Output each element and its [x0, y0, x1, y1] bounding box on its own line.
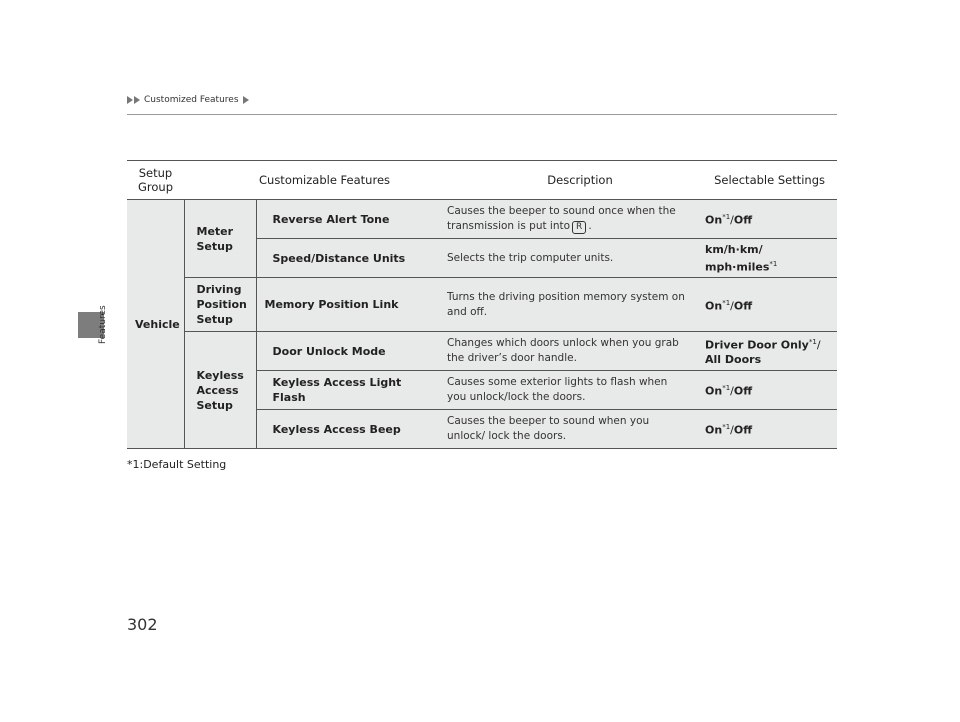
- reverse-gear-key-icon: R: [572, 221, 586, 234]
- default-marker: *1: [722, 423, 731, 432]
- setting-option: Driver Door Only: [705, 338, 809, 352]
- default-marker: *1: [722, 213, 731, 222]
- feature-speed-distance-units: Speed/Distance Units: [256, 239, 439, 278]
- page-number: 302: [127, 615, 158, 634]
- header-selectable-settings: Selectable Settings: [697, 161, 837, 200]
- setup-group-vehicle: Vehicle: [127, 200, 184, 449]
- setting-option: On: [705, 423, 723, 437]
- description-text: Turns the driving position memory system on and off.: [439, 278, 697, 332]
- default-marker: *1: [722, 298, 731, 307]
- breadcrumb-arrow-icon: [127, 96, 133, 104]
- customizable-features-table: [127, 160, 837, 449]
- default-marker: *1: [808, 337, 817, 346]
- default-marker: *1: [722, 384, 731, 393]
- setting-separator: /: [730, 213, 734, 227]
- header-setup-group: Setup Group: [127, 161, 184, 200]
- subgroup-driving-position-setup: Driving Position Setup: [184, 278, 256, 332]
- breadcrumb: [127, 95, 249, 105]
- table-row: [127, 332, 837, 371]
- setting-cell: [697, 200, 837, 239]
- description-text: Changes which doors unlock when you grab the driver’s door handle.: [439, 332, 697, 371]
- default-marker: *1: [769, 259, 778, 268]
- breadcrumb-arrow-icon: [134, 96, 140, 104]
- description-text: Causes some exterior lights to flash when you unlock/lock the doors.: [439, 371, 697, 410]
- feature-door-unlock-mode: Door Unlock Mode: [256, 332, 439, 371]
- setting-option: On: [705, 384, 723, 398]
- section-tab-label: Features: [98, 305, 108, 344]
- setting-separator: /: [816, 338, 821, 352]
- setting-option: Off: [733, 384, 753, 398]
- setting-option: Off: [733, 213, 753, 227]
- setting-option: All Doors: [705, 353, 762, 367]
- footnote-default-setting: *1:Default Setting: [127, 458, 227, 471]
- setting-separator: /: [730, 299, 734, 313]
- feature-memory-position-link: Memory Position Link: [256, 278, 439, 332]
- setting-separator: /: [730, 384, 734, 398]
- subgroup-keyless-access-setup: Keyless Access Setup: [184, 332, 256, 449]
- table-row: [127, 200, 837, 239]
- setting-option: On: [705, 299, 723, 313]
- setting-cell: [697, 239, 837, 278]
- subgroup-meter-setup: Meter Setup: [184, 200, 256, 278]
- feature-reverse-alert-tone: Reverse Alert Tone: [256, 200, 439, 239]
- setting-cell: [697, 332, 837, 371]
- description-cell: [439, 200, 697, 239]
- setting-cell: [697, 410, 837, 449]
- description-text-end: .: [588, 220, 592, 232]
- feature-keyless-access-light-flash: Keyless Access Light Flash: [256, 371, 439, 410]
- description-text: Causes the beeper to sound when you unlock/ lock the doors.: [439, 410, 697, 449]
- header-divider: [127, 114, 837, 115]
- setting-cell: [697, 278, 837, 332]
- setting-option: On: [705, 213, 723, 227]
- breadcrumb-link-customized-features[interactable]: Customized Features: [144, 95, 239, 105]
- setting-separator: /: [730, 423, 734, 437]
- setting-cell: [697, 371, 837, 410]
- table-header-row: [127, 161, 837, 200]
- setting-option: Off: [733, 299, 753, 313]
- setting-option: km/h·km/: [705, 242, 763, 256]
- setting-option: mph·miles: [705, 260, 770, 274]
- header-customizable-features: Customizable Features: [184, 161, 439, 200]
- table-row: [127, 278, 837, 332]
- setting-option: Off: [733, 423, 753, 437]
- header-description: Description: [439, 161, 697, 200]
- description-text: Causes the beeper to sound once when the transmission is put into: [447, 205, 676, 232]
- description-text: Selects the trip computer units.: [439, 239, 697, 278]
- feature-keyless-access-beep: Keyless Access Beep: [256, 410, 439, 449]
- breadcrumb-arrow-icon: [243, 96, 249, 104]
